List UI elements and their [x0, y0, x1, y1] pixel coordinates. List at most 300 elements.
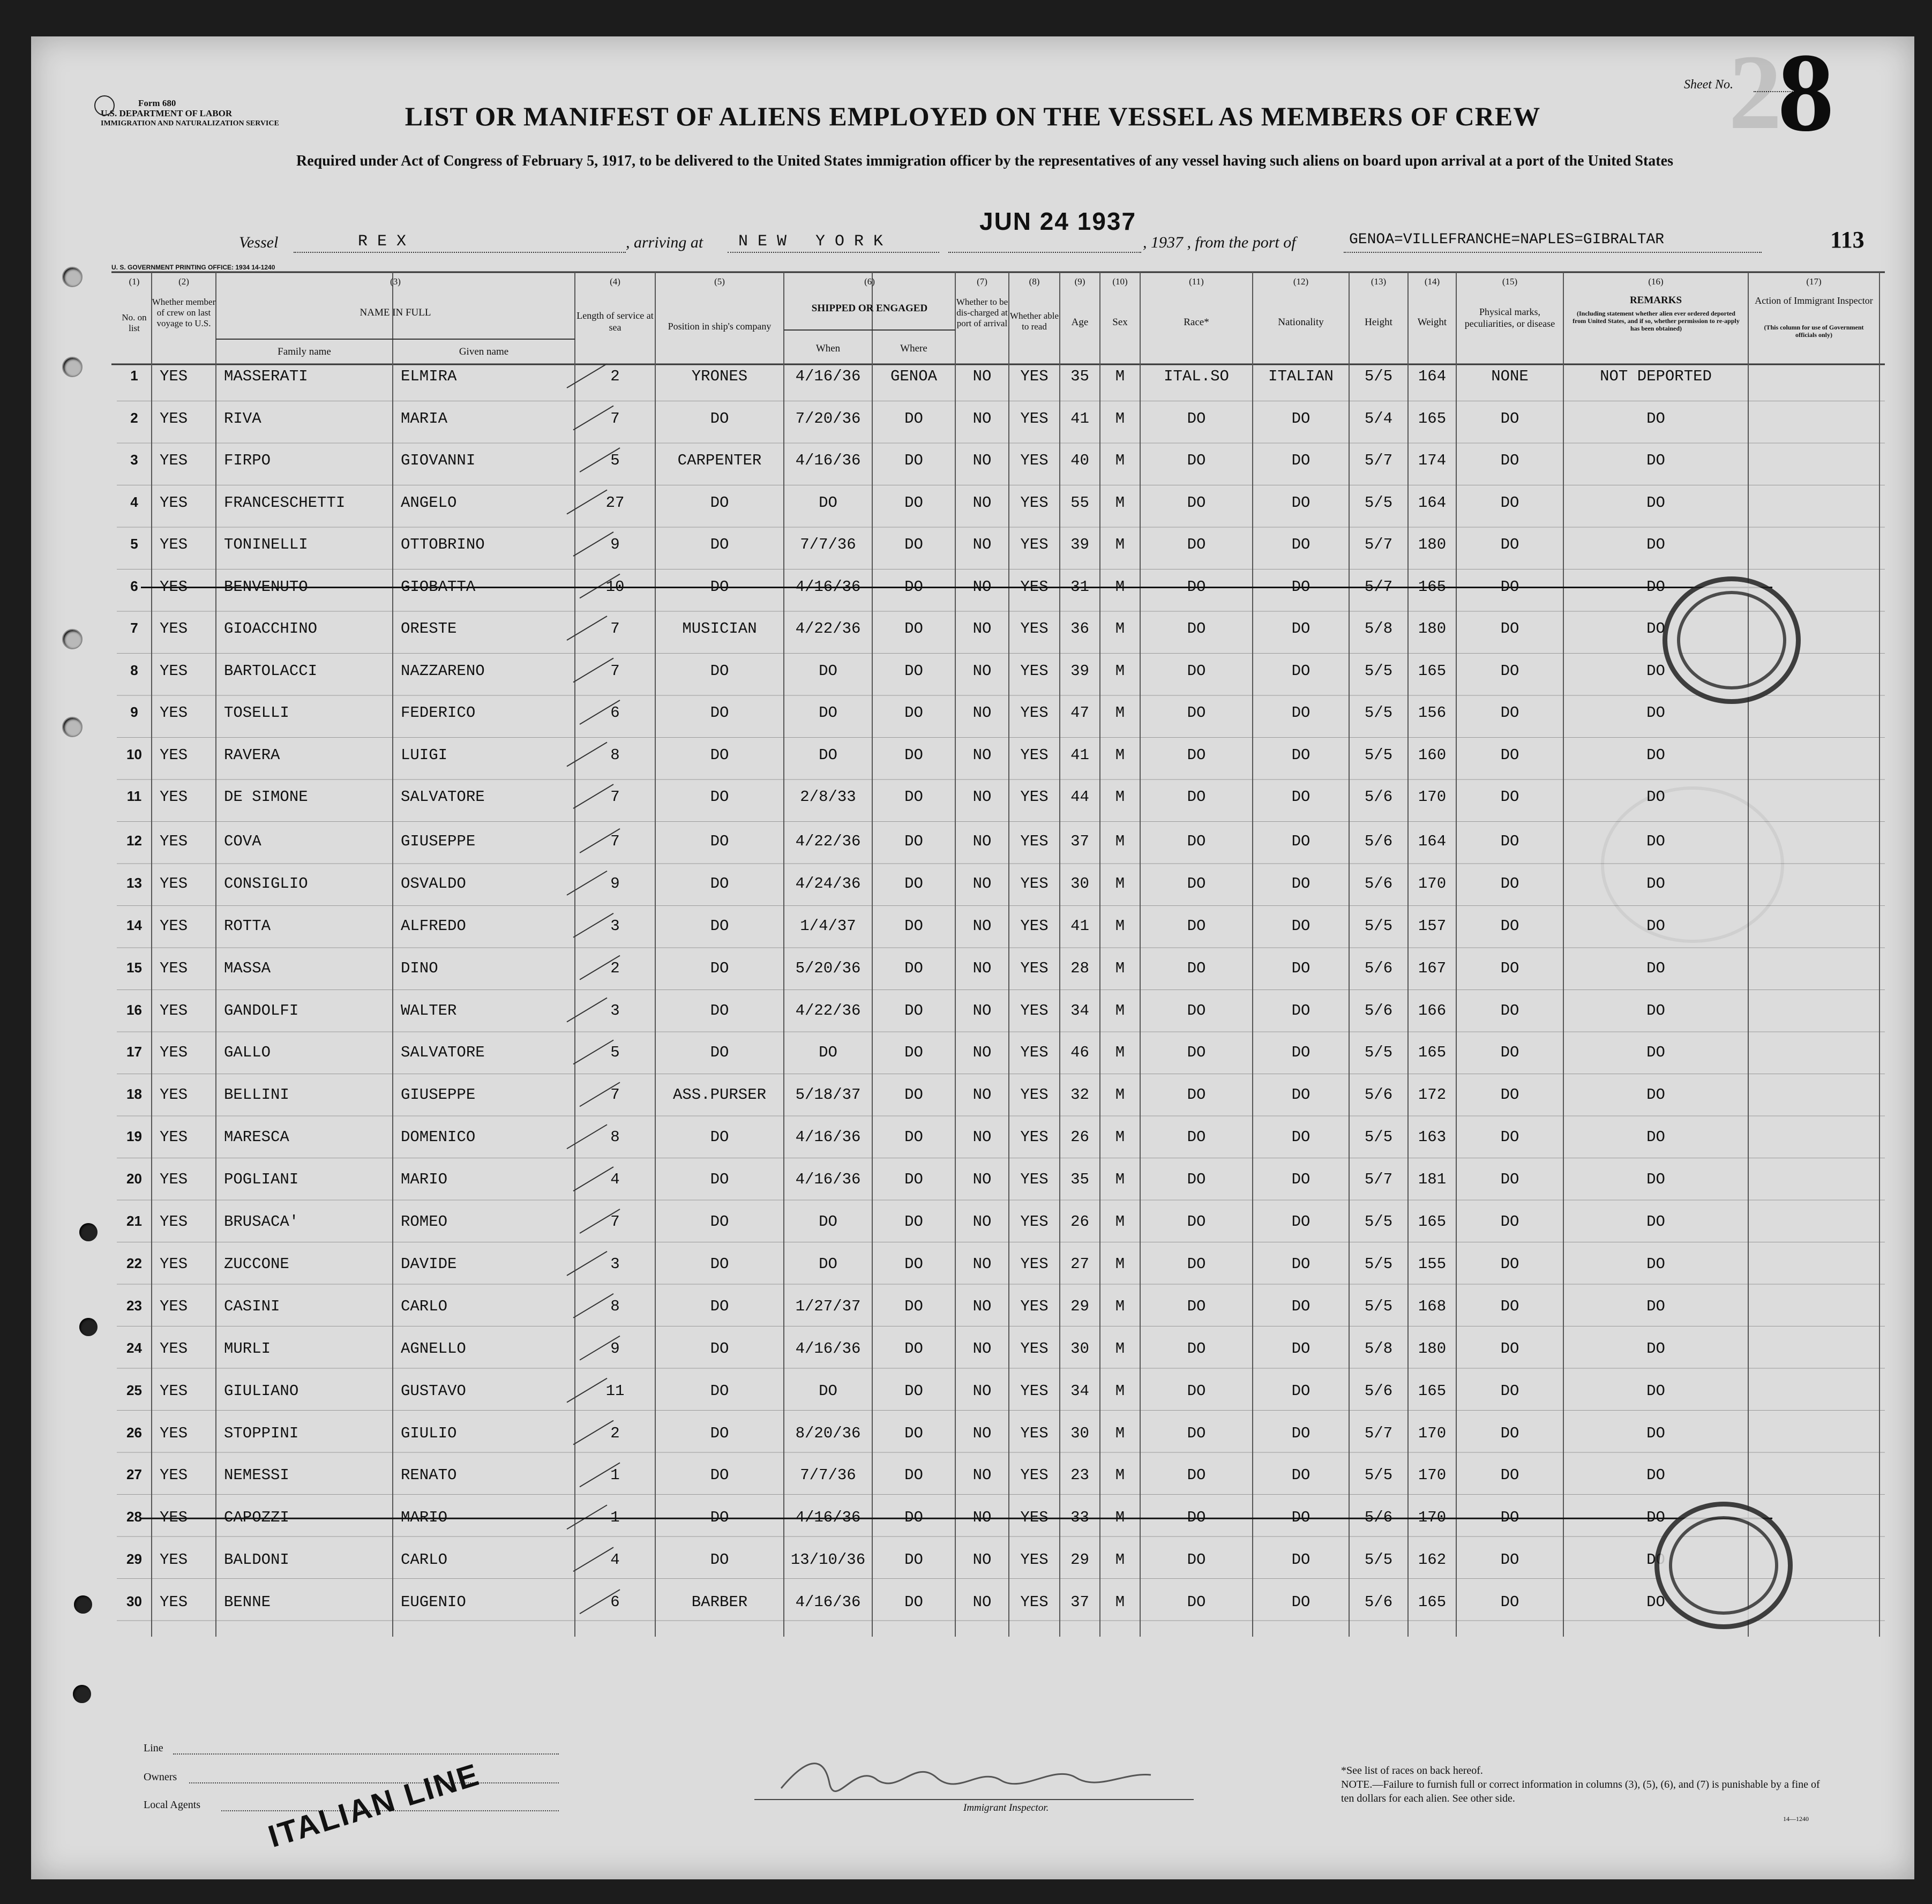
- cell-position: DO: [710, 493, 729, 512]
- cell-when: 4/16/36: [795, 368, 861, 385]
- cell-read: YES: [1020, 1044, 1049, 1062]
- cell-no: 7: [130, 620, 138, 636]
- cell-weight: 165: [1418, 1593, 1447, 1611]
- cell-position: DO: [710, 662, 729, 680]
- cell-sex: M: [1115, 1213, 1125, 1231]
- cell-read: YES: [1020, 409, 1049, 428]
- cell-weight: 165: [1418, 1044, 1447, 1062]
- column-number: (6): [864, 276, 875, 287]
- cell-discharged: NO: [972, 1466, 992, 1485]
- cell-service: 1: [610, 1509, 620, 1527]
- cell-position: DO: [710, 1171, 729, 1189]
- cell-sex: M: [1115, 536, 1125, 553]
- cell-when: 7/7/36: [800, 1466, 856, 1485]
- column-number: (12): [1293, 276, 1309, 287]
- cell-when: DO: [819, 493, 837, 512]
- cell-sex: M: [1115, 832, 1125, 850]
- cell-remarks: DO: [1646, 1255, 1665, 1273]
- cell-position: BARBER: [691, 1593, 748, 1611]
- cell-family: MARESCA: [224, 1128, 289, 1146]
- cell-given: CARLO: [401, 1551, 448, 1569]
- cell-discharged: NO: [972, 1171, 992, 1189]
- cell-race: DO: [1187, 874, 1206, 893]
- cell-prev: YES: [160, 917, 188, 935]
- cell-nationality: DO: [1291, 662, 1311, 680]
- cell-where: DO: [904, 959, 923, 977]
- cell-sex: M: [1115, 788, 1125, 806]
- cell-service: 4: [610, 1551, 620, 1569]
- cell-where: DO: [904, 620, 923, 638]
- cell-prev: YES: [160, 1297, 188, 1315]
- header-length-of-service: Length of service at sea: [576, 310, 654, 333]
- header-name-in-full: NAME IN FULL: [360, 307, 431, 318]
- cell-discharged: NO: [972, 959, 992, 977]
- cell-when: DO: [819, 1382, 837, 1400]
- cell-service: 7: [610, 620, 620, 638]
- column-number: (2): [178, 276, 189, 287]
- header-remarks: REMARKS: [1629, 295, 1682, 306]
- cell-discharged: NO: [972, 1593, 992, 1611]
- cell-where: DO: [904, 788, 923, 806]
- cell-nationality: ITALIAN: [1268, 368, 1334, 385]
- cell-nationality: DO: [1291, 1551, 1311, 1569]
- cell-prev: YES: [160, 1593, 188, 1611]
- column-number: (17): [1806, 276, 1822, 287]
- cell-prev: YES: [160, 452, 188, 469]
- header-nationality: Nationality: [1278, 317, 1324, 328]
- cell-sex: M: [1115, 1551, 1125, 1569]
- cell-sex: M: [1115, 704, 1125, 722]
- cell-family: BALDONI: [224, 1551, 289, 1569]
- cell-position: DO: [710, 409, 729, 428]
- cell-sex: M: [1115, 578, 1125, 596]
- cell-height: 5/7: [1364, 1424, 1393, 1442]
- cell-sex: M: [1115, 452, 1125, 469]
- cell-discharged: NO: [972, 1297, 992, 1315]
- cell-given: SALVATORE: [401, 788, 485, 806]
- cell-prev: YES: [160, 704, 188, 722]
- cell-nationality: DO: [1291, 874, 1311, 893]
- cell-no: 16: [126, 1001, 142, 1018]
- cell-age: 41: [1070, 746, 1089, 764]
- cell-race: DO: [1187, 832, 1206, 850]
- cell-race: DO: [1187, 536, 1206, 553]
- cell-discharged: NO: [972, 662, 992, 680]
- cell-where: DO: [904, 1255, 923, 1273]
- cell-position: DO: [710, 1128, 729, 1146]
- cell-prev: YES: [160, 1509, 188, 1527]
- cell-nationality: DO: [1291, 1001, 1311, 1020]
- cell-marks: NONE: [1491, 368, 1529, 385]
- cell-nationality: DO: [1291, 1213, 1311, 1231]
- cell-height: 5/7: [1364, 452, 1393, 469]
- cell-service: 4: [610, 1171, 620, 1189]
- cell-family: POGLIANI: [224, 1171, 299, 1189]
- cell-read: YES: [1020, 662, 1049, 680]
- cell-age: 30: [1070, 1424, 1089, 1442]
- cell-age: 40: [1070, 452, 1089, 469]
- cell-discharged: NO: [972, 874, 992, 893]
- cell-marks: DO: [1500, 788, 1519, 806]
- cell-when: DO: [819, 1255, 837, 1273]
- cell-prev: YES: [160, 832, 188, 850]
- cell-given: EUGENIO: [401, 1593, 466, 1611]
- cell-given: WALTER: [401, 1001, 457, 1020]
- cell-position: DO: [710, 874, 729, 893]
- column-number: (9): [1074, 276, 1085, 287]
- departure-ports: GENOA=VILLEFRANCHE=NAPLES=GIBRALTAR: [1349, 231, 1665, 248]
- cell-remarks: NOT DEPORTED: [1600, 368, 1712, 385]
- cell-given: MARIO: [401, 1509, 448, 1527]
- cell-remarks: DO: [1646, 578, 1665, 596]
- cell-service: 3: [610, 917, 620, 935]
- cell-sex: M: [1115, 1086, 1125, 1104]
- cell-discharged: NO: [972, 1213, 992, 1231]
- cell-where: DO: [904, 917, 923, 935]
- cell-position: ASS.PURSER: [672, 1086, 767, 1104]
- sheet-number-label: Sheet No.: [1684, 78, 1733, 92]
- cell-no: 20: [126, 1171, 142, 1187]
- cell-marks: DO: [1500, 1382, 1519, 1400]
- cell-weight: 172: [1418, 1086, 1447, 1104]
- punch-hole: [79, 1223, 98, 1241]
- cell-nationality: DO: [1291, 1339, 1311, 1358]
- cell-no: 25: [126, 1382, 142, 1398]
- cell-where: DO: [904, 1382, 923, 1400]
- cell-race: DO: [1187, 917, 1206, 935]
- cell-service: 2: [610, 959, 620, 977]
- cell-discharged: NO: [972, 1509, 992, 1527]
- cell-family: MASSERATI: [224, 368, 308, 385]
- cell-marks: DO: [1500, 1128, 1519, 1146]
- cell-read: YES: [1020, 788, 1049, 806]
- cell-where: DO: [904, 1128, 923, 1146]
- cell-nationality: DO: [1291, 409, 1311, 428]
- vessel-name: R E X: [358, 233, 407, 251]
- cell-when: 8/20/36: [795, 1424, 861, 1442]
- cell-sex: M: [1115, 1255, 1125, 1273]
- cell-weight: 181: [1418, 1171, 1447, 1189]
- cell-family: MURLI: [224, 1339, 271, 1358]
- consulate-seal-stamp-2: [1654, 1502, 1793, 1629]
- cell-position: DO: [710, 1509, 729, 1527]
- cell-marks: DO: [1500, 1044, 1519, 1062]
- cell-discharged: NO: [972, 917, 992, 935]
- cell-marks: DO: [1500, 959, 1519, 977]
- cell-sex: M: [1115, 493, 1125, 512]
- cell-service: 9: [610, 1339, 620, 1358]
- cell-height: 5/5: [1364, 1551, 1393, 1569]
- cell-weight: 165: [1418, 578, 1447, 596]
- cell-no: 4: [130, 493, 138, 510]
- cell-service: 3: [610, 1255, 620, 1273]
- cell-remarks: DO: [1646, 1339, 1665, 1358]
- cell-where: DO: [904, 536, 923, 553]
- cell-given: DOMENICO: [401, 1128, 476, 1146]
- cell-family: COVA: [224, 832, 261, 850]
- cell-when: DO: [819, 1213, 837, 1231]
- cell-height: 5/5: [1364, 704, 1393, 722]
- cell-given: AGNELLO: [401, 1339, 466, 1358]
- cell-service: 27: [605, 493, 625, 512]
- cell-nationality: DO: [1291, 620, 1311, 638]
- cell-sex: M: [1115, 662, 1125, 680]
- cell-nationality: DO: [1291, 536, 1311, 553]
- inspector-signature: [776, 1751, 1162, 1799]
- punch-hole: [79, 1318, 98, 1336]
- cell-weight: 157: [1418, 917, 1447, 935]
- cell-service: 2: [610, 368, 620, 385]
- cell-given: MARIA: [401, 409, 448, 428]
- cell-age: 31: [1070, 578, 1089, 596]
- cell-race: DO: [1187, 746, 1206, 764]
- cell-no: 29: [126, 1551, 142, 1568]
- cell-prev: YES: [160, 959, 188, 977]
- cell-marks: DO: [1500, 1424, 1519, 1442]
- cell-where: DO: [904, 409, 923, 428]
- header-where: Where: [900, 343, 927, 354]
- cell-service: 1: [610, 1466, 620, 1485]
- cell-discharged: NO: [972, 832, 992, 850]
- cell-discharged: NO: [972, 1255, 992, 1273]
- cell-read: YES: [1020, 536, 1049, 553]
- cell-nationality: DO: [1291, 1086, 1311, 1104]
- cell-age: 41: [1070, 409, 1089, 428]
- punch-hole: [62, 629, 83, 649]
- cell-service: 10: [605, 578, 625, 596]
- cell-read: YES: [1020, 1001, 1049, 1020]
- cell-when: 4/16/36: [795, 1171, 861, 1189]
- manifest-title: LIST OR MANIFEST OF ALIENS EMPLOYED ON THE VESSEL AS MEMBERS OF CREW: [405, 101, 1541, 131]
- cell-marks: DO: [1500, 917, 1519, 935]
- cell-marks: DO: [1500, 832, 1519, 850]
- cell-position: DO: [710, 536, 729, 553]
- cell-sex: M: [1115, 1171, 1125, 1189]
- cell-position: DO: [710, 1382, 729, 1400]
- cell-race: DO: [1187, 704, 1206, 722]
- cell-given: ANGELO: [401, 493, 457, 512]
- cell-height: 5/6: [1364, 1382, 1393, 1400]
- cell-nationality: DO: [1291, 1128, 1311, 1146]
- cell-remarks: DO: [1646, 959, 1665, 977]
- cell-marks: DO: [1500, 1171, 1519, 1189]
- cell-where: DO: [904, 452, 923, 469]
- header-sex: Sex: [1112, 317, 1128, 328]
- faint-seal-watermark: [1601, 786, 1784, 943]
- cell-height: 5/6: [1364, 959, 1393, 977]
- cell-when: 4/16/36: [795, 578, 861, 596]
- cell-no: 26: [126, 1424, 142, 1441]
- cell-when: 4/22/36: [795, 1001, 861, 1020]
- cell-read: YES: [1020, 1339, 1049, 1358]
- cell-read: YES: [1020, 1171, 1049, 1189]
- cell-nationality: DO: [1291, 917, 1311, 935]
- cell-weight: 164: [1418, 832, 1447, 850]
- cell-race: DO: [1187, 452, 1206, 469]
- cell-no: 11: [126, 788, 142, 804]
- cell-age: 26: [1070, 1128, 1089, 1146]
- cell-no: 5: [130, 536, 138, 552]
- cell-sex: M: [1115, 746, 1125, 764]
- cell-nationality: DO: [1291, 1044, 1311, 1062]
- cell-position: DO: [710, 1339, 729, 1358]
- cell-when: 4/22/36: [795, 620, 861, 638]
- printing-office: U. S. GOVERNMENT PRINTING OFFICE: 1934 14-1240: [111, 264, 275, 271]
- cell-race: DO: [1187, 493, 1206, 512]
- cell-where: DO: [904, 493, 923, 512]
- cell-age: 32: [1070, 1086, 1089, 1104]
- cell-no: 19: [126, 1128, 142, 1145]
- cell-given: GUSTAVO: [401, 1382, 466, 1400]
- cell-no: 27: [126, 1466, 142, 1483]
- cell-where: DO: [904, 1044, 923, 1062]
- inspector-label: Immigrant Inspector.: [963, 1802, 1049, 1813]
- cell-discharged: NO: [972, 788, 992, 806]
- cell-weight: 167: [1418, 959, 1447, 977]
- cell-prev: YES: [160, 1001, 188, 1020]
- cell-nationality: DO: [1291, 1255, 1311, 1273]
- races-note: *See list of races on back hereof.: [1341, 1765, 1483, 1776]
- cell-race: DO: [1187, 1382, 1206, 1400]
- cell-when: DO: [819, 746, 837, 764]
- cell-family: GANDOLFI: [224, 1001, 299, 1020]
- cell-given: NAZZARENO: [401, 662, 485, 680]
- cell-remarks: DO: [1646, 917, 1665, 935]
- local-agents-label: Local Agents: [144, 1799, 201, 1811]
- cell-family: CONSIGLIO: [224, 874, 308, 893]
- cell-height: 5/6: [1364, 1086, 1393, 1104]
- cell-discharged: NO: [972, 368, 992, 385]
- cell-age: 55: [1070, 493, 1089, 512]
- cell-height: 5/6: [1364, 874, 1393, 893]
- cell-given: ROMEO: [401, 1213, 448, 1231]
- footer-notes: [1341, 1764, 1823, 1805]
- cell-where: DO: [904, 1593, 923, 1611]
- arriving-label: , arriving at: [626, 234, 703, 251]
- crew-table: [31, 36, 1914, 1879]
- cell-race: DO: [1187, 662, 1206, 680]
- cell-read: YES: [1020, 1086, 1049, 1104]
- cell-position: DO: [710, 832, 729, 850]
- cell-where: DO: [904, 1171, 923, 1189]
- cell-age: 36: [1070, 620, 1089, 638]
- line-label: Line: [144, 1742, 163, 1754]
- cell-family: FRANCESCHETTI: [224, 493, 346, 512]
- cell-position: DO: [710, 1424, 729, 1442]
- cell-service: 11: [605, 1382, 625, 1400]
- column-number: (5): [714, 276, 725, 287]
- cell-service: 6: [610, 704, 620, 722]
- cell-height: 5/6: [1364, 1593, 1393, 1611]
- department: U.S. DEPARTMENT OF LABOR: [101, 108, 233, 118]
- cell-marks: DO: [1500, 536, 1519, 553]
- cell-sex: M: [1115, 1297, 1125, 1315]
- header-family-name: Family name: [278, 346, 331, 357]
- cell-family: ROTTA: [224, 917, 271, 935]
- cell-given: GIUSEPPE: [401, 832, 476, 850]
- cell-remarks: DO: [1646, 1551, 1665, 1569]
- cell-given: LUIGI: [401, 746, 448, 764]
- cell-read: YES: [1020, 874, 1049, 893]
- cell-prev: YES: [160, 578, 188, 596]
- cell-remarks: DO: [1646, 746, 1665, 764]
- cell-read: YES: [1020, 368, 1049, 385]
- cell-family: BENNE: [224, 1593, 271, 1611]
- cell-no: 28: [126, 1509, 142, 1525]
- cell-weight: 164: [1418, 493, 1447, 512]
- cell-when: 7/20/36: [795, 409, 861, 428]
- punch-hole: [62, 267, 83, 287]
- cell-sex: M: [1115, 1466, 1125, 1485]
- cell-weight: 170: [1418, 1509, 1447, 1527]
- cell-service: 9: [610, 874, 620, 893]
- cell-marks: DO: [1500, 1339, 1519, 1358]
- cell-no: 6: [130, 578, 138, 594]
- cell-height: 5/5: [1364, 368, 1393, 385]
- cell-remarks: DO: [1646, 1424, 1665, 1442]
- cell-prev: YES: [160, 536, 188, 553]
- header-action: Action of Immigrant Inspector: [1755, 295, 1873, 306]
- cell-race: DO: [1187, 1339, 1206, 1358]
- cell-height: 5/5: [1364, 746, 1393, 764]
- cell-family: BELLINI: [224, 1086, 289, 1104]
- cell-when: 1/4/37: [800, 917, 856, 935]
- cell-family: BRUSACA': [224, 1213, 299, 1231]
- cell-no: 18: [126, 1086, 142, 1103]
- cell-service: 7: [610, 409, 620, 428]
- header-race: Race*: [1184, 317, 1209, 328]
- cell-discharged: NO: [972, 1128, 992, 1146]
- cell-remarks: DO: [1646, 788, 1665, 806]
- cell-service: 6: [610, 1593, 620, 1611]
- cell-prev: YES: [160, 746, 188, 764]
- service: IMMIGRATION AND NATURALIZATION SERVICE: [101, 119, 279, 128]
- column-number: (4): [610, 276, 620, 287]
- cell-weight: 164: [1418, 368, 1447, 385]
- cell-age: 34: [1070, 1001, 1089, 1020]
- cell-read: YES: [1020, 1593, 1049, 1611]
- cell-marks: DO: [1500, 409, 1519, 428]
- cell-when: 4/16/36: [795, 1128, 861, 1146]
- cell-when: 7/7/36: [800, 536, 856, 553]
- header-physical-marks: Physical marks, peculiarities, or disease: [1464, 306, 1555, 329]
- cell-where: DO: [904, 1086, 923, 1104]
- cell-where: DO: [904, 578, 923, 596]
- cell-remarks: DO: [1646, 1466, 1665, 1485]
- cell-position: YRONES: [691, 368, 748, 385]
- cell-prev: YES: [160, 1466, 188, 1485]
- cell-position: DO: [710, 746, 729, 764]
- cell-when: 5/20/36: [795, 959, 861, 977]
- cell-where: DO: [904, 662, 923, 680]
- cell-remarks: DO: [1646, 493, 1665, 512]
- cell-read: YES: [1020, 1255, 1049, 1273]
- cell-weight: 160: [1418, 746, 1447, 764]
- cell-weight: 180: [1418, 620, 1447, 638]
- cell-where: DO: [904, 1551, 923, 1569]
- punch-hole: [73, 1685, 91, 1703]
- vessel-label: Vessel: [239, 234, 279, 251]
- cell-marks: DO: [1500, 1509, 1519, 1527]
- cell-weight: 163: [1418, 1128, 1447, 1146]
- cell-discharged: NO: [972, 1551, 992, 1569]
- column-number: (7): [977, 276, 987, 287]
- cell-weight: 156: [1418, 704, 1447, 722]
- cell-service: 8: [610, 746, 620, 764]
- cell-given: DAVIDE: [401, 1255, 457, 1273]
- cell-discharged: NO: [972, 536, 992, 553]
- cell-position: DO: [710, 917, 729, 935]
